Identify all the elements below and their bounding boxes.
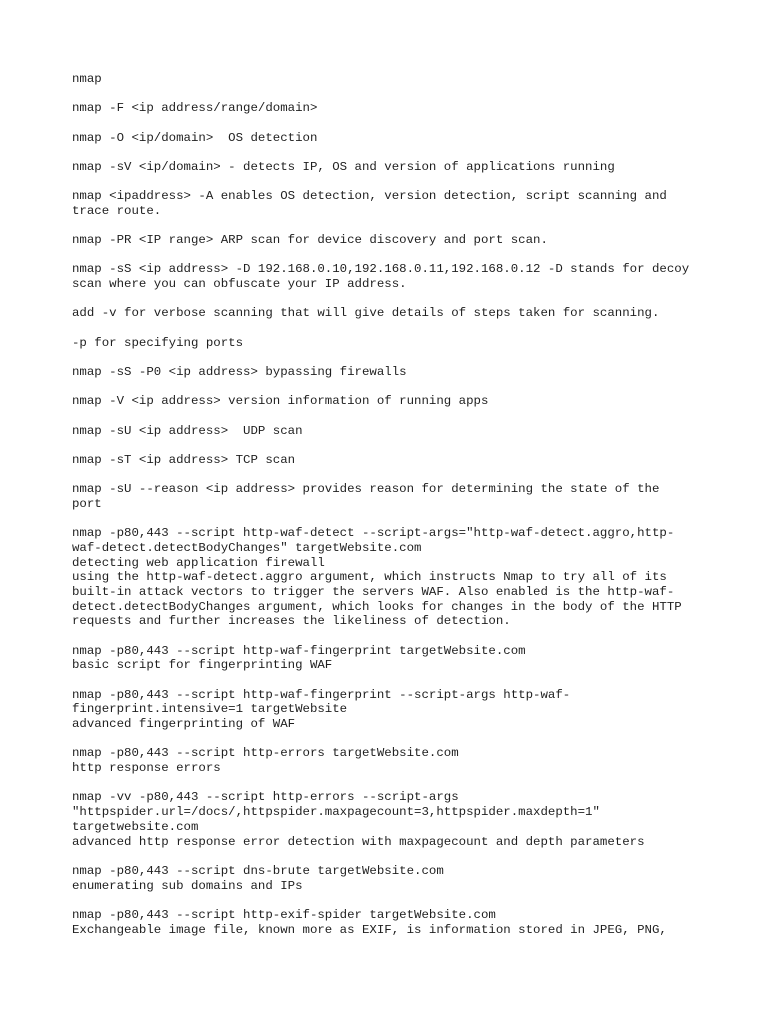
text-line: requests and further increases the likeliness of detection.: [72, 614, 511, 629]
text-line: nmap -sU <ip address> UDP scan: [72, 423, 303, 438]
text-line: fingerprint.intensive=1 targetWebsite: [72, 702, 348, 717]
text-line: advanced fingerprinting of WAF: [72, 717, 296, 732]
text-paragraph: [72, 189, 712, 218]
text-line: basic script for fingerprinting WAF: [72, 658, 333, 673]
text-line: nmap -vv -p80,443 --script http-errors --script-args: [72, 790, 459, 805]
text-line: targetwebsite.com: [72, 819, 199, 834]
text-line: nmap -O <ip/domain> OS detection: [72, 130, 318, 145]
text-line: nmap -PR <IP range> ARP scan for device discovery and port scan.: [72, 233, 548, 248]
text-line: add -v for verbose scanning that will give details of steps taken for scanning.: [72, 306, 660, 321]
text-line: nmap: [72, 72, 102, 86]
text-paragraph: [72, 160, 712, 175]
text-paragraph: [72, 864, 712, 893]
text-paragraph: [72, 72, 712, 87]
text-line: scan where you can obfuscate your IP address.: [72, 277, 407, 292]
text-line: detecting web application firewall: [72, 555, 325, 570]
text-paragraph: [72, 644, 712, 673]
text-line: http response errors: [72, 761, 221, 776]
text-line: built-in attack vectors to trigger the servers WAF. Also enabled is the http-waf-: [72, 585, 675, 600]
text-paragraph: [72, 101, 712, 116]
text-paragraph: [72, 482, 712, 511]
text-paragraph: [72, 424, 712, 439]
text-line: port: [72, 496, 102, 511]
text-line: Exchangeable image file, known more as EXIF, is information stored in JPEG, PNG,: [72, 922, 667, 937]
text-paragraph: [72, 746, 712, 775]
text-paragraph: [72, 526, 712, 629]
text-line: nmap -V <ip address> version information of running apps: [72, 394, 489, 409]
text-paragraph: [72, 131, 712, 146]
text-line: nmap -p80,443 --script http-waf-fingerprint --script-args http-waf-: [72, 687, 571, 702]
text-paragraph: [72, 908, 712, 937]
text-line: nmap -sV <ip/domain> - detects IP, OS and version of applications running: [72, 159, 615, 174]
text-paragraph: [72, 790, 712, 849]
document-page: [72, 72, 712, 952]
text-paragraph: [72, 262, 712, 291]
text-paragraph: [72, 233, 712, 248]
text-line: nmap -sS -P0 <ip address> bypassing firewalls: [72, 365, 407, 380]
text-paragraph: [72, 688, 712, 732]
text-paragraph: [72, 453, 712, 468]
text-paragraph: [72, 394, 712, 409]
text-line: nmap -sT <ip address> TCP scan: [72, 452, 296, 467]
text-paragraph: [72, 336, 712, 351]
text-line: detect.detectBodyChanges argument, which looks for changes in the body of the HTTP: [72, 599, 682, 614]
text-line: "httpspider.url=/docs/,httpspider.maxpagecount=3,httpspider.maxdepth=1": [72, 805, 600, 820]
text-line: nmap -p80,443 --script http-waf-fingerprint targetWebsite.com: [72, 643, 526, 658]
text-line: enumerating sub domains and IPs: [72, 878, 303, 893]
text-line: nmap -p80,443 --script http-waf-detect --script-args="http-waf-detect.aggro,http-: [72, 526, 675, 541]
text-line: nmap -F <ip address/range/domain>: [72, 101, 318, 116]
text-line: nmap -p80,443 --script dns-brute targetWebsite.com: [72, 863, 444, 878]
text-line: -p for specifying ports: [72, 335, 244, 350]
text-line: nmap -sS <ip address> -D 192.168.0.10,192.168.0.11,192.168.0.12 -D stands for decoy: [72, 262, 690, 277]
text-line: waf-detect.detectBodyChanges" targetWebsite.com: [72, 540, 422, 555]
text-line: using the http-waf-detect.aggro argument, which instructs Nmap to try all of its: [72, 570, 667, 585]
text-line: nmap -p80,443 --script http-errors targetWebsite.com: [72, 746, 459, 761]
text-paragraph: [72, 365, 712, 380]
text-line: nmap -sU --reason <ip address> provides reason for determining the state of the: [72, 482, 660, 497]
text-paragraph: [72, 306, 712, 321]
text-line: nmap -p80,443 --script http-exif-spider targetWebsite.com: [72, 907, 496, 922]
text-line: advanced http response error detection with maxpagecount and depth parameters: [72, 834, 645, 849]
text-line: trace route.: [72, 203, 162, 218]
text-line: nmap <ipaddress> -A enables OS detection, version detection, script scanning and: [72, 189, 667, 204]
